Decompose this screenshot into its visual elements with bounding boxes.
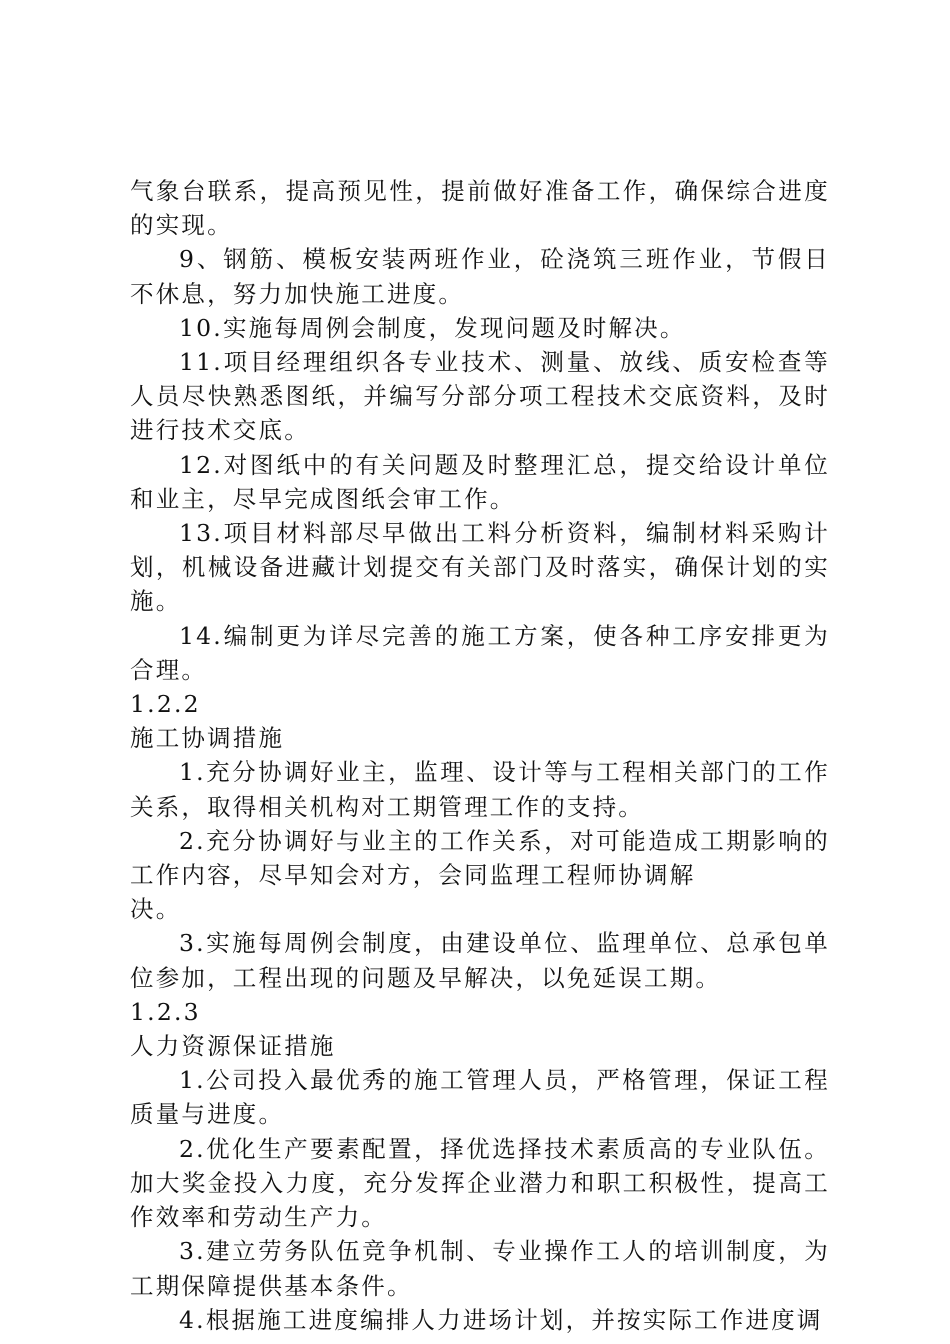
paragraph-item-11: 11.项目经理组织各专业技术、测量、放线、质安检查等人员尽快熟悉图纸，并编写分部分项工程技术交底资料，及时进行技术交底。 <box>130 348 830 445</box>
paragraph-coordination-1: 1.充分协调好业主，监理、设计等与工程相关部门的工作关系，取得相关机构对工期管理工作的支持。 <box>130 758 830 821</box>
paragraph-item-14: 14.编制更为详尽完善的施工方案，使各种工序安排更为合理。 <box>130 621 830 684</box>
section-number-1-2-3: 1.2.3 <box>130 997 201 1026</box>
paragraph-hr-4: 4.根据施工进度编排人力进场计划，并按实际工作进度调 <box>179 1305 823 1334</box>
section-title-coordination: 施工协调措施 <box>130 724 285 753</box>
document-body <box>130 174 830 1337</box>
paragraph-item-10: 10.实施每周例会制度，发现问题及时解决。 <box>179 313 686 342</box>
paragraph-coordination-3: 3.实施每周例会制度，由建设单位、监理单位、总承包单位参加，工程出现的问题及早解决，以免延误工期。 <box>130 929 830 992</box>
paragraph-coordination-2-continued: 决。 <box>130 895 182 924</box>
paragraph-weather-contact: 气象台联系，提高预见性，提前做好准备工作，确保综合进度的实现。 <box>130 177 830 240</box>
paragraph-item-9: 9、钢筋、模板安装两班作业，砼浇筑三班作业，节假日不休息，努力加快施工进度。 <box>130 245 830 308</box>
paragraph-hr-1: 1.公司投入最优秀的施工管理人员，严格管理，保证工程质量与进度。 <box>130 1066 830 1129</box>
paragraph-coordination-2: 2.充分协调好与业主的工作关系，对可能造成工期影响的工作内容，尽早知会对方，会同监理工程师协调解 <box>130 826 830 890</box>
paragraph-item-12: 12.对图纸中的有关问题及时整理汇总，提交给设计单位和业主，尽早完成图纸会审工作。 <box>130 450 830 513</box>
section-number-1-2-2: 1.2.2 <box>130 690 201 719</box>
paragraph-hr-2: 2.优化生产要素配置，择优选择技术素质高的专业队伍。加大奖金投入力度，充分发挥企业潜力和职工积极性，提高工作效率和劳动生产力。 <box>130 1134 830 1232</box>
section-title-human-resources: 人力资源保证措施 <box>130 1032 336 1061</box>
paragraph-item-13: 13.项目材料部尽早做出工料分析资料，编制材料采购计划，机械设备进藏计划提交有关部门及时落实，确保计划的实施。 <box>130 519 830 616</box>
paragraph-hr-3: 3.建立劳务队伍竞争机制、专业操作工人的培训制度，为工期保障提供基本条件。 <box>130 1237 830 1300</box>
